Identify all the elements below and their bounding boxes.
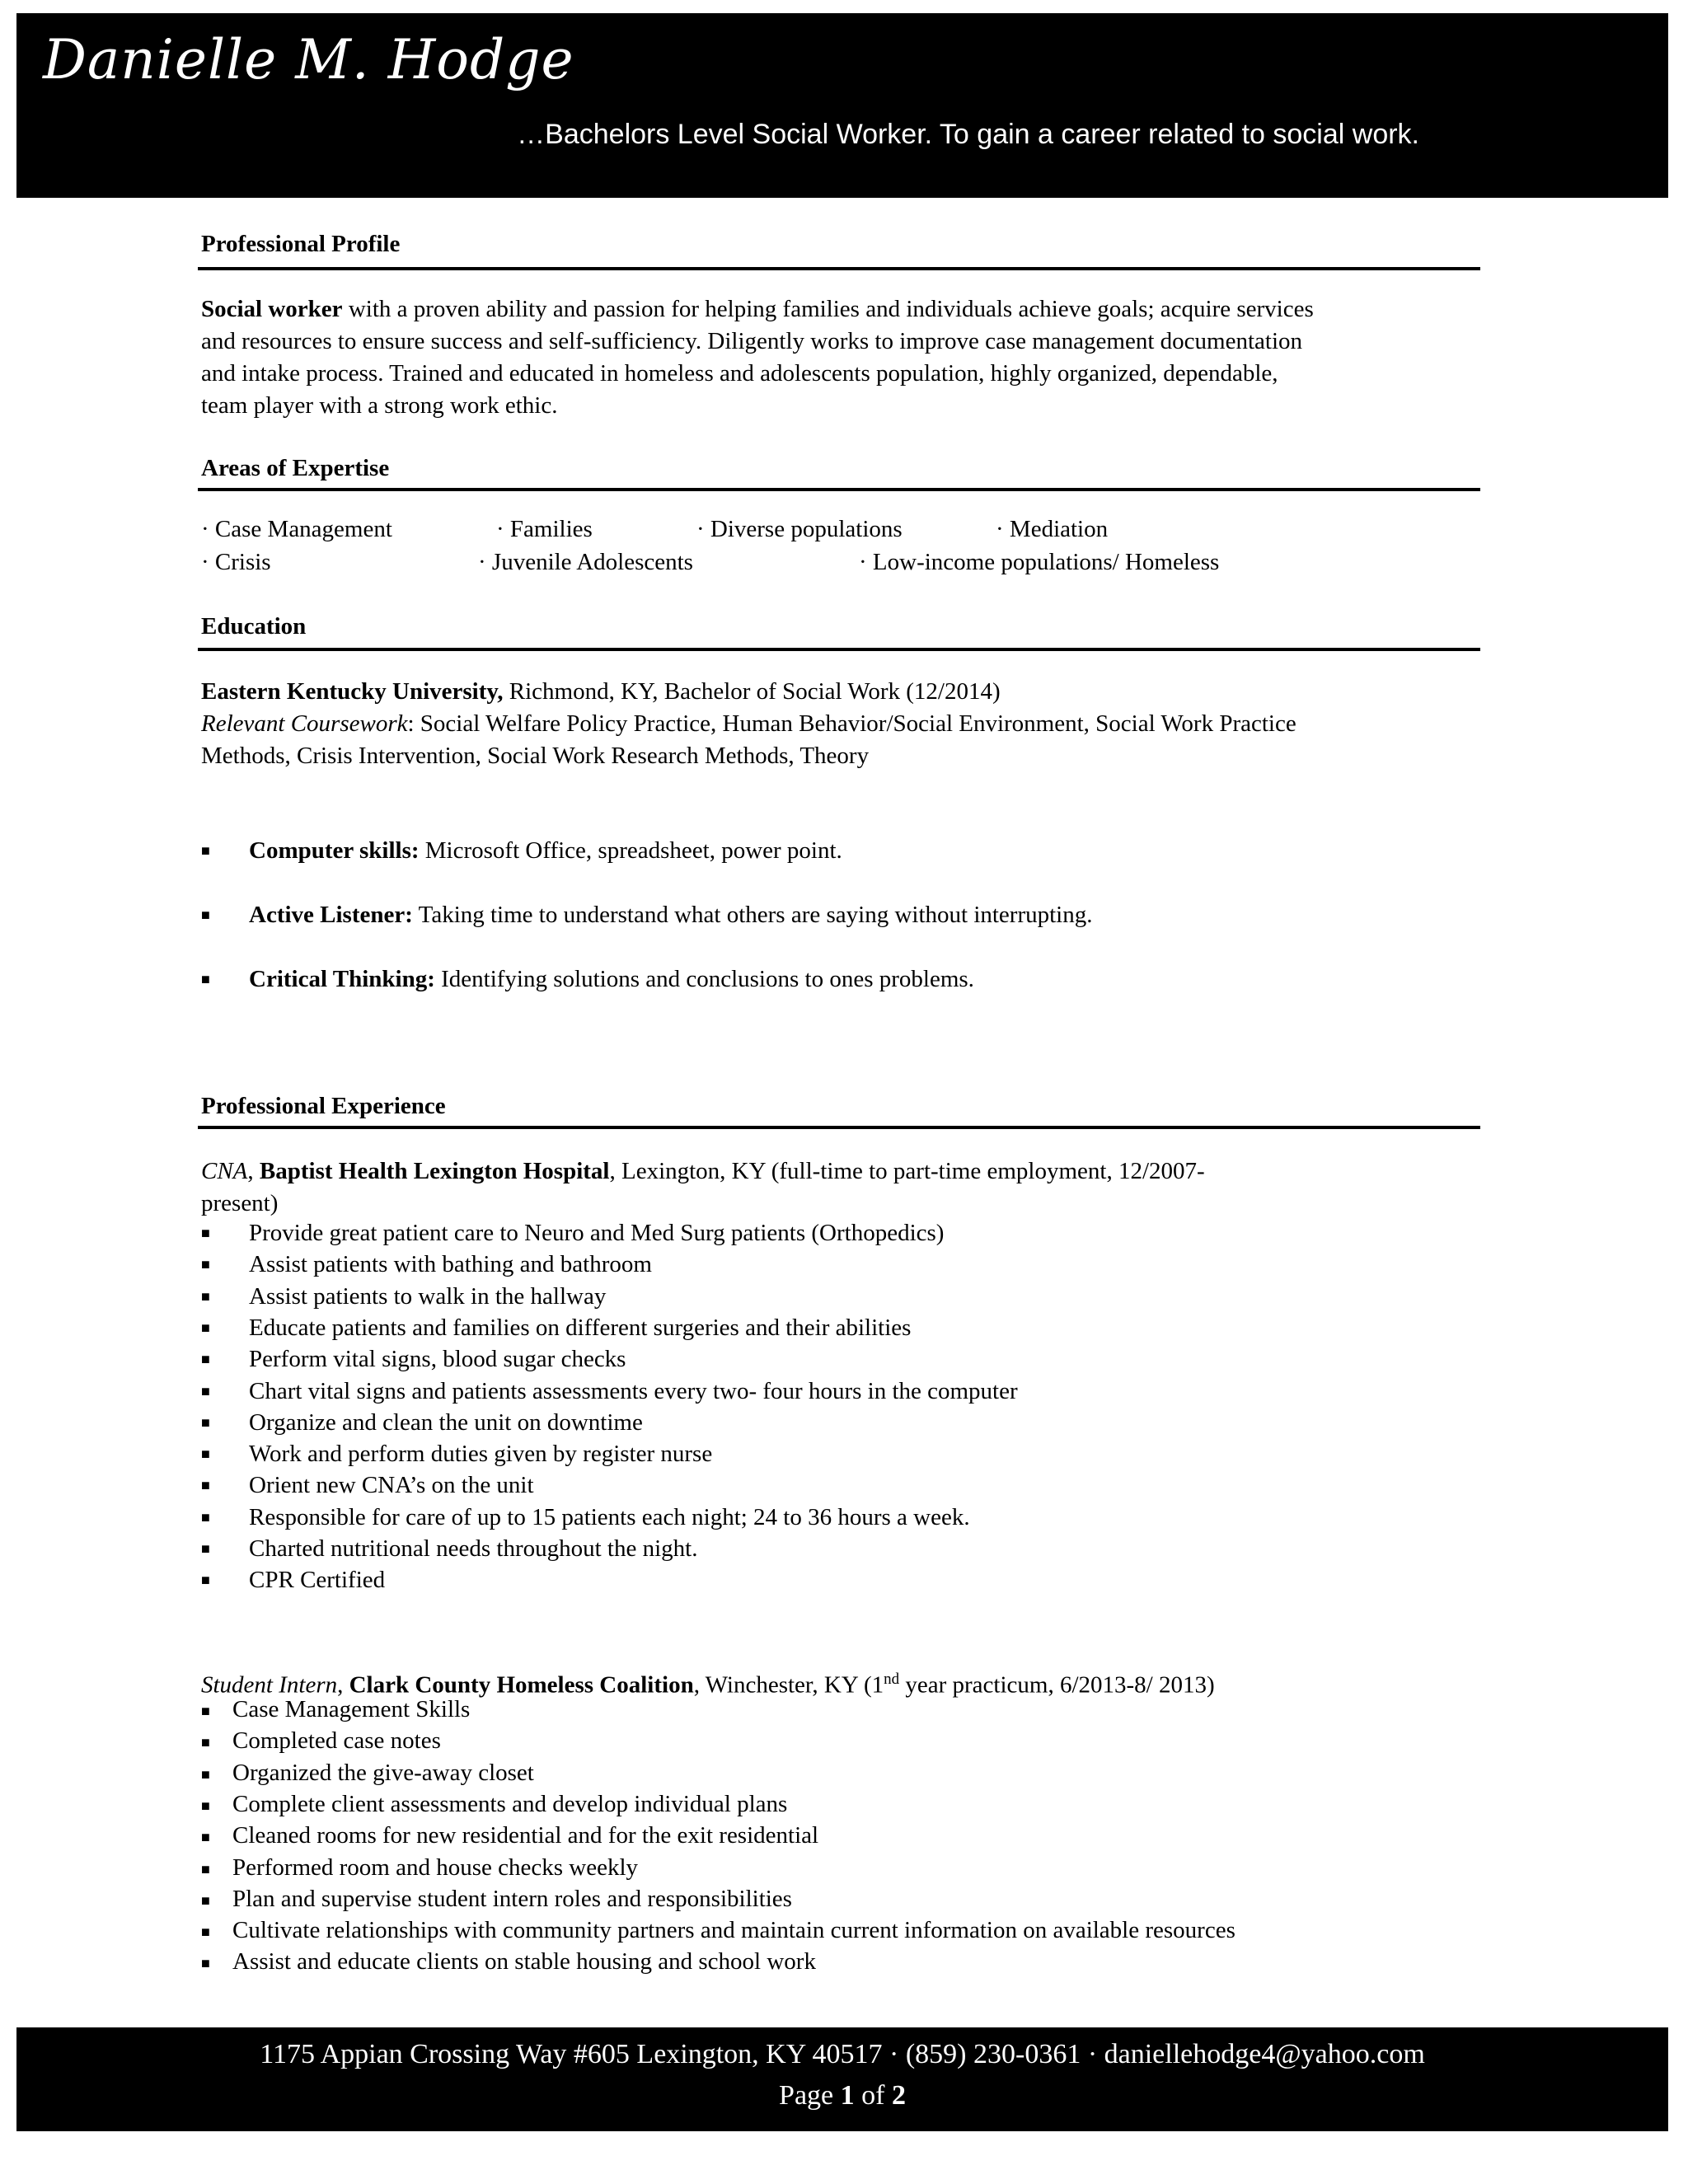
job-organization: Clark County Homeless Coalition	[349, 1671, 694, 1699]
expertise-item: · Crisis	[201, 549, 271, 575]
profile-line: and resources to ensure success and self-sufficiency. Diligently works to improve case management documentation	[201, 328, 1302, 354]
skill-label: Critical Thinking:	[249, 966, 435, 992]
bullet-square-icon: ■	[201, 1382, 210, 1399]
job-heading: CNA, Baptist Health Lexington Hospital, Lexington, KY (full-time to part-time employment, 12/2007- present)	[201, 1155, 1503, 1220]
profile-paragraph	[201, 293, 1503, 422]
bullet-square-icon: ■	[201, 1829, 210, 1846]
bullet-text: Complete client assessments and develop individual plans	[232, 1790, 788, 1817]
bullet-square-icon: ■	[201, 1734, 210, 1751]
coursework-list: : Social Welfare Policy Practice, Human Behavior/Social Environment, Social Work Practice	[407, 710, 1296, 737]
page-total: 2	[891, 2080, 906, 2111]
bullet-text: Provide great patient care to Neuro and Med Surg patients (Orthopedics)	[249, 1220, 945, 1246]
section-title-education: Education	[201, 613, 307, 640]
job-details: , Lexington, KY (full-time to part-time employment, 12/2007-	[609, 1158, 1205, 1184]
bullet-text: Charted nutritional needs throughout the night.	[249, 1535, 698, 1562]
job-organization: Baptist Health Lexington Hospital	[259, 1158, 610, 1184]
skill-text: Taking time to understand what others are saying without interrupting.	[412, 902, 1093, 928]
job-role: Student Intern	[201, 1671, 338, 1699]
skill-label: Computer skills:	[249, 837, 420, 864]
education-block	[201, 676, 1503, 772]
bullet-text: Cultivate relationships with community partners and maintain current information on available resources	[232, 1917, 1236, 1944]
section-divider	[198, 1126, 1480, 1129]
skill-text: Microsoft Office, spreadsheet, power point.	[419, 837, 842, 864]
section-divider	[198, 648, 1480, 651]
ordinal-suffix: nd	[884, 1671, 900, 1688]
profile-line: with a proven ability and passion for helping families and individuals achieve goals; acquire services	[342, 296, 1314, 322]
candidate-name: Danielle M. Hodge	[43, 28, 574, 91]
bullet-text: CPR Certified	[249, 1567, 386, 1594]
page-label: Page	[779, 2080, 841, 2111]
expertise-item: · Mediation	[996, 516, 1109, 542]
bullet-text: Chart vital signs and patients assessments every two- four hours in the computer	[249, 1377, 1018, 1404]
bullet-square-icon: ■	[201, 1225, 210, 1241]
contact-info: 1175 Appian Crossing Way #605 Lexington, KY 40517 · (859) 230-0361 · daniellehodge4@yahoo.com	[260, 2039, 1425, 2069]
degree-info: Richmond, KY, Bachelor of Social Work (12/2014)	[503, 678, 1001, 705]
bullet-text: Assist patients with bathing and bathroom	[249, 1251, 652, 1278]
bullet-square-icon: ■	[201, 1508, 210, 1526]
job-details: present)	[201, 1190, 279, 1216]
bullet-square-icon: ■	[201, 1572, 210, 1589]
bullet-square-icon: ■	[201, 1319, 210, 1336]
bullet-square-icon: ■	[201, 1955, 210, 1972]
school-name: Eastern Kentucky University,	[201, 678, 504, 705]
page-indicator	[16, 2080, 1668, 2111]
page-number: 1	[840, 2080, 855, 2111]
expertise-item: · Case Management	[201, 516, 392, 542]
footer-banner	[16, 2027, 1668, 2131]
section-title-experience: Professional Experience	[201, 1093, 446, 1119]
skill-label: Active Listener:	[249, 902, 413, 928]
bullet-square-icon: ■	[201, 1477, 210, 1494]
section-title-profile: Professional Profile	[201, 231, 401, 257]
bullet-square-icon: ■	[201, 971, 210, 987]
bullet-text: Assist and educate clients on stable housing and school work	[232, 1948, 816, 1975]
bullet-text: Cleaned rooms for new residential and for the exit residential	[232, 1822, 819, 1849]
bullet-square-icon: ■	[201, 1446, 210, 1463]
bullet-text: Organize and clean the unit on downtime	[249, 1408, 643, 1436]
page-label: of	[854, 2080, 892, 2111]
bullet-square-icon: ■	[201, 1256, 210, 1273]
bullet-text: Perform vital signs, blood sugar checks	[249, 1346, 626, 1373]
section-divider	[198, 267, 1480, 270]
section-divider	[198, 488, 1480, 491]
job-heading: Student Intern, Clark County Homeless Coalition, Winchester, KY (1nd year practicum, 6/2013-8/ 2013)	[201, 1671, 1215, 1699]
bullet-text: Plan and supervise student intern roles and responsibilities	[232, 1885, 792, 1912]
header-banner	[16, 13, 1668, 198]
profile-lead: Social worker	[201, 296, 343, 322]
skill-text: Identifying solutions and conclusions to ones problems.	[434, 966, 974, 992]
bullet-text: Assist patients to walk in the hallway	[249, 1282, 607, 1310]
bullet-square-icon: ■	[201, 1287, 210, 1305]
bullet-square-icon: ■	[201, 1540, 210, 1557]
job-details: year practicum, 6/2013-8/ 2013)	[899, 1671, 1215, 1699]
job-details: , Winchester, KY (1	[693, 1671, 884, 1699]
bullet-square-icon: ■	[201, 1860, 210, 1877]
expertise-item: · Families	[496, 516, 593, 542]
objective-statement: …Bachelors Level Social Worker. To gain a career related to social work.	[517, 119, 1419, 150]
bullet-text: Educate patients and families on different surgeries and their abilities	[249, 1314, 912, 1341]
job-role: CNA	[201, 1158, 248, 1184]
bullet-text: Work and perform duties given by register nurse	[249, 1441, 713, 1468]
bullet-square-icon: ■	[201, 1765, 210, 1783]
bullet-text: Orient new CNA’s on the unit	[249, 1472, 534, 1499]
expertise-item: · Low-income populations/ Homeless	[859, 549, 1220, 575]
bullet-square-icon: ■	[201, 842, 210, 859]
bullet-text: Organized the give-away closet	[232, 1759, 534, 1786]
coursework-list: Methods, Crisis Intervention, Social Work Research Methods, Theory	[201, 743, 870, 769]
section-title-expertise: Areas of Expertise	[201, 455, 390, 481]
bullet-square-icon: ■	[201, 907, 210, 923]
bullet-text: Completed case notes	[232, 1727, 441, 1755]
coursework-label: Relevant Coursework	[201, 710, 408, 737]
expertise-item: · Juvenile Adolescents	[478, 549, 693, 575]
bullet-text: Performed room and house checks weekly	[232, 1854, 639, 1881]
bullet-square-icon: ■	[201, 1413, 210, 1431]
profile-line: team player with a strong work ethic.	[201, 392, 558, 419]
bullet-text: Responsible for care of up to 15 patients each night; 24 to 36 hours a week.	[249, 1503, 970, 1530]
bullet-square-icon: ■	[201, 1891, 210, 1909]
bullet-square-icon: ■	[201, 1797, 210, 1814]
bullet-square-icon: ■	[201, 1703, 210, 1719]
bullet-square-icon: ■	[201, 1351, 210, 1368]
bullet-square-icon: ■	[201, 1924, 210, 1941]
expertise-item: · Diverse populations	[696, 516, 903, 542]
bullet-text: Case Management Skills	[232, 1696, 471, 1722]
profile-line: and intake process. Trained and educated in homeless and adolescents population, highly organized, dependable,	[201, 360, 1278, 387]
